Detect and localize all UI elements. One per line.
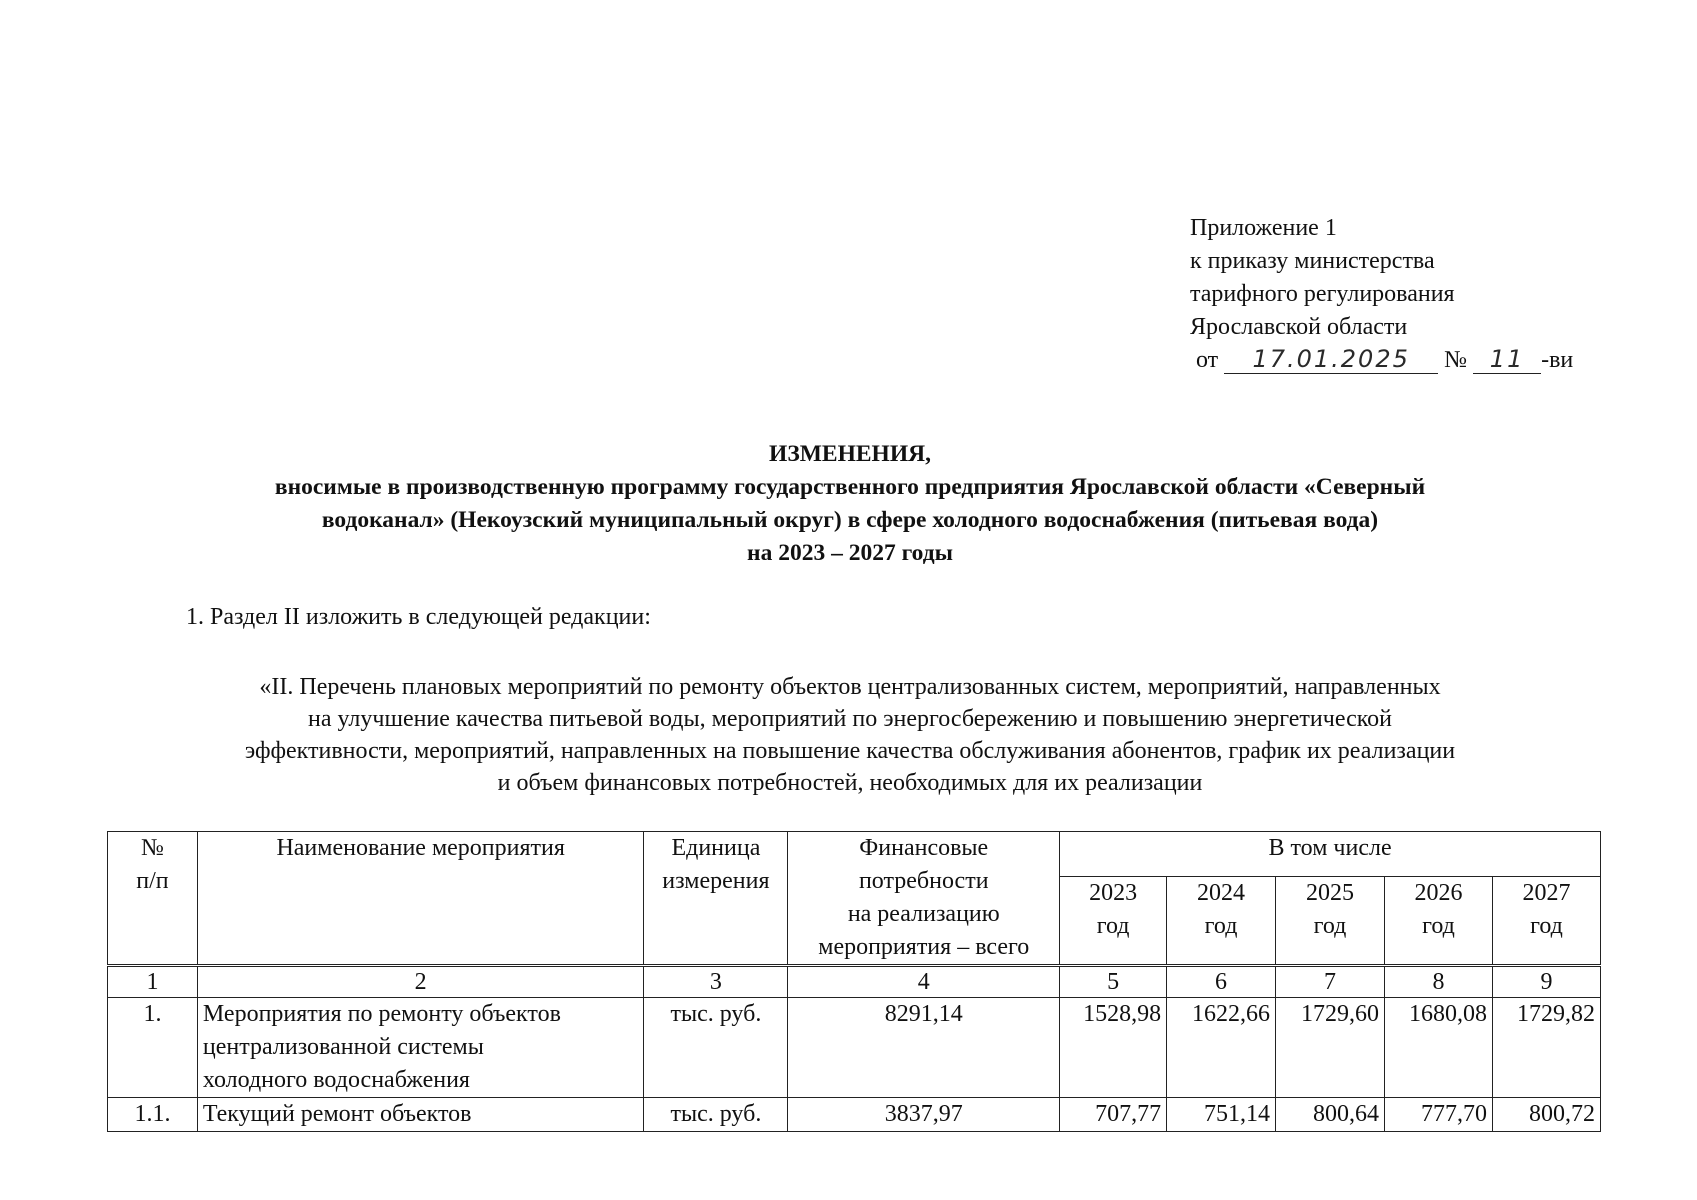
header-num-line-1: № [141, 835, 164, 861]
header-year-suffix: год [1422, 912, 1455, 939]
header-year-2027 [1492, 876, 1600, 965]
header-fin-line-1: Финансовые [859, 835, 989, 861]
row-unit: тыс. руб. [644, 1098, 788, 1132]
row-name-line-1: Текущий ремонт объектов [202, 1101, 472, 1127]
row-value-2025: 1729,60 [1276, 998, 1385, 1098]
row-name-line-2: централизованной системы [202, 1034, 484, 1060]
header-num [108, 832, 198, 966]
column-number: 5 [1060, 966, 1167, 998]
document-subtitle [120, 471, 1580, 570]
header-year-value: 2026 [1414, 879, 1463, 906]
header-name: Наименование мероприятия [197, 832, 644, 966]
handwritten-number: 11 [1473, 345, 1541, 374]
section-title-line-4: и объем финансовых потребностей, необходимых для их реализации [497, 770, 1203, 796]
document-heading: ИЗМЕНЕНИЯ, [769, 441, 931, 467]
column-number: 1 [108, 966, 198, 998]
row-num: 1. [108, 998, 198, 1098]
header-fin-line-3: на реализацию [847, 901, 1000, 927]
column-number: 9 [1492, 966, 1600, 998]
row-name [197, 1098, 644, 1132]
row-unit: тыс. руб. [644, 998, 788, 1098]
column-number: 7 [1276, 966, 1385, 998]
section-title-line-3: эффективности, мероприятий, направленных на повышение качества обслуживания абонентов, график их реализации [244, 738, 1456, 764]
handwritten-date: 17.01.2025 [1224, 345, 1438, 374]
appendix-line-2: к приказу министерства [1190, 248, 1435, 274]
appendix-line-1: Приложение 1 [1190, 215, 1337, 241]
row-value-2027: 800,72 [1492, 1098, 1600, 1132]
row-value-2025: 800,64 [1276, 1098, 1385, 1132]
row-name-line-3: холодного водоснабжения [202, 1067, 470, 1093]
subtitle-line-2: водоканал» (Некоузский муниципальный округ) в сфере холодного водоснабжения (питьевая вода) [321, 507, 1379, 533]
header-num-line-2: п/п [136, 868, 169, 894]
header-fin-line-2: потребности [858, 868, 989, 894]
header-year-2025 [1276, 876, 1385, 965]
subtitle-line-1: вносимые в производственную программу государственного предприятия Ярославской области «Северный [274, 474, 1426, 500]
column-number: 8 [1384, 966, 1492, 998]
number-suffix: -ви [1541, 347, 1574, 373]
header-year-value: 2023 [1089, 879, 1138, 906]
header-unit-line-2: измерения [662, 868, 770, 894]
paragraph-1: 1. Раздел II изложить в следующей редакции: [186, 604, 651, 630]
row-value-2024: 751,14 [1167, 1098, 1276, 1132]
row-total: 8291,14 [788, 998, 1060, 1098]
date-prefix: от [1196, 347, 1219, 373]
row-total: 3837,97 [788, 1098, 1060, 1132]
row-name-line-1: Мероприятия по ремонту объектов [202, 1001, 561, 1027]
header-year-suffix: год [1204, 912, 1238, 939]
column-number: 3 [644, 966, 788, 998]
row-value-2026: 777,70 [1384, 1098, 1492, 1132]
section-title-line-2: на улучшение качества питьевой воды, мероприятий по энергосбережению и повышению энергетической [307, 706, 1393, 732]
header-unit-line-1: Единица [671, 835, 761, 861]
column-number-row [108, 966, 1601, 998]
header-year-2024 [1167, 876, 1276, 965]
header-year-value: 2027 [1522, 879, 1571, 906]
appendix-date-line [1196, 344, 1636, 377]
row-name [197, 998, 644, 1098]
section-title-line-1: «II. Перечень плановых мероприятий по ремонту объектов централизованных систем, мероприятий, направленных [259, 674, 1441, 700]
row-value-2024: 1622,66 [1167, 998, 1276, 1098]
header-unit [644, 832, 788, 966]
appendix-line-3: тарифного регулирования [1190, 281, 1455, 307]
header-year-value: 2025 [1306, 879, 1354, 906]
column-number: 4 [788, 966, 1060, 998]
row-value-2026: 1680,08 [1384, 998, 1492, 1098]
row-value-2023: 1528,98 [1060, 998, 1167, 1098]
row-value-2027: 1729,82 [1492, 998, 1600, 1098]
program-table [107, 831, 1601, 1132]
table-row [108, 998, 1601, 1098]
row-value-2023: 707,77 [1060, 1098, 1167, 1132]
header-financial-needs [788, 832, 1060, 966]
header-including: В том числе [1060, 832, 1601, 877]
subtitle-line-3: на 2023 – 2027 годы [747, 540, 953, 566]
number-sign: № [1444, 347, 1468, 373]
section-title [110, 671, 1590, 799]
row-num: 1.1. [108, 1098, 198, 1132]
header-year-suffix: год [1096, 912, 1130, 939]
header-year-2026 [1384, 876, 1492, 965]
table-header-row-1 [108, 832, 1601, 877]
column-number: 2 [197, 966, 644, 998]
header-fin-line-4: мероприятия – всего [818, 934, 1030, 960]
header-year-suffix: год [1530, 912, 1563, 939]
column-number: 6 [1167, 966, 1276, 998]
header-year-2023 [1060, 876, 1167, 965]
appendix-block [1190, 212, 1630, 377]
appendix-line-4: Ярославской области [1190, 314, 1408, 340]
header-year-suffix: год [1313, 912, 1347, 939]
table-row [108, 1098, 1601, 1132]
header-year-value: 2024 [1197, 879, 1246, 906]
